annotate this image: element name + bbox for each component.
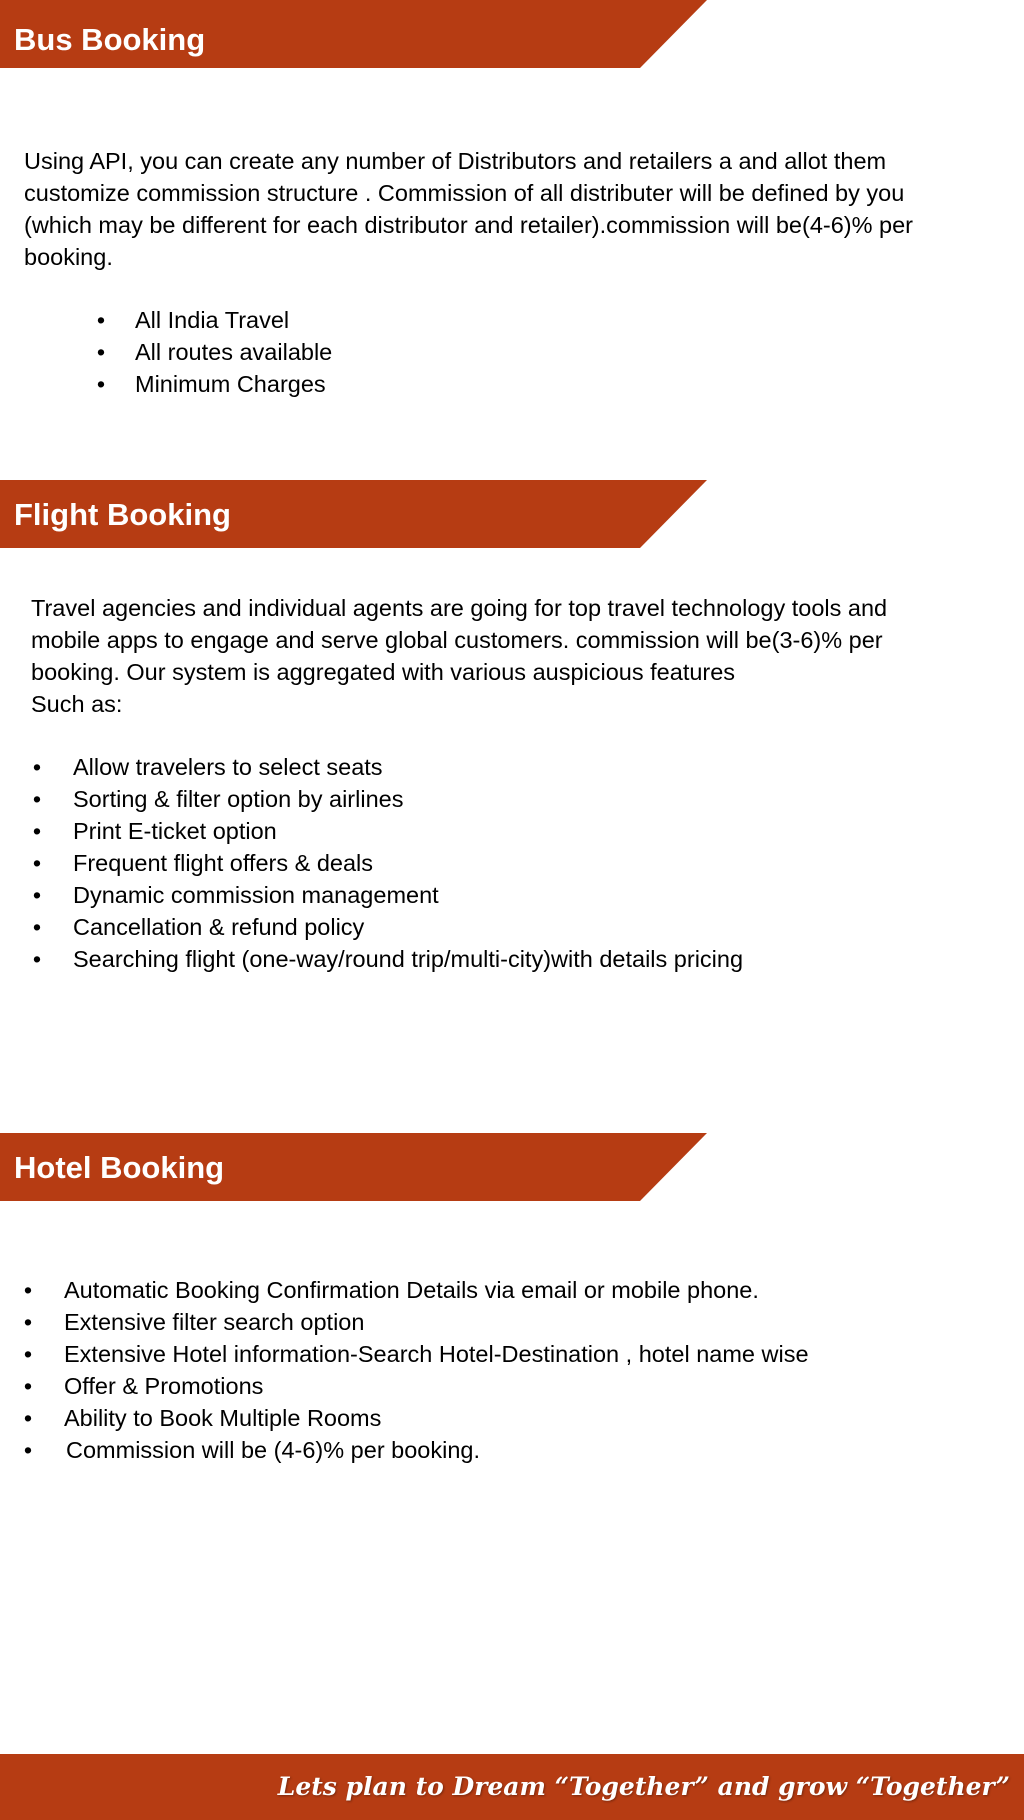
list-item [22, 1338, 809, 1370]
list-item-text: Commission will be (4-6)% per booking. [66, 1437, 481, 1463]
bus-booking-title: Bus Booking [14, 22, 206, 57]
footer-bar [0, 1754, 1024, 1820]
footer-tagline: Lets plan to Dream “Together” and grow “Together” [277, 1772, 1010, 1801]
flight-booking-title: Flight Booking [14, 497, 231, 532]
list-item [31, 911, 743, 943]
bullet-icon: • [23, 1437, 33, 1463]
list-item-text: Searching flight (one-way/round trip/multi-city)with details pricing [73, 946, 744, 972]
list-item [31, 783, 743, 815]
bullet-icon: • [96, 371, 106, 397]
list-item [22, 1306, 809, 1338]
list-item-text: Extensive Hotel information-Search Hotel-Destination , hotel name wise [64, 1341, 809, 1367]
bullet-icon: • [32, 914, 42, 940]
hotel-booking-title: Hotel Booking [14, 1150, 225, 1185]
list-item [31, 943, 743, 975]
list-item [96, 368, 332, 400]
list-item [96, 336, 333, 368]
paragraph-line: Travel agencies and individual agents are going for top travel technology tools and [31, 595, 888, 621]
list-item [31, 879, 743, 911]
bullet-icon: • [23, 1277, 33, 1303]
list-item [31, 815, 743, 847]
list-item [31, 751, 743, 783]
list-item-text: Frequent flight offers & deals [73, 850, 374, 876]
paragraph-line: Such as: [31, 691, 123, 717]
list-item [22, 1370, 809, 1402]
bullet-icon: • [23, 1405, 33, 1431]
paragraph-line: (which may be different for each distributor and retailer).commission will be(4-6)% per [24, 212, 914, 238]
paragraph-line: booking. [24, 244, 113, 270]
flight-booking-description [31, 592, 887, 720]
flight-booking-feature-list [31, 751, 743, 975]
list-item-text: All routes available [135, 339, 333, 365]
hotel-booking-feature-list [22, 1274, 809, 1466]
list-item-text: Extensive filter search option [64, 1309, 365, 1335]
bullet-icon: • [23, 1309, 33, 1335]
list-item-text: Cancellation & refund policy [73, 914, 365, 940]
list-item-text: All India Travel [135, 307, 290, 333]
list-item-text: Offer & Promotions [64, 1373, 264, 1399]
list-item-text: Minimum Charges [135, 371, 326, 397]
bullet-icon: • [23, 1373, 33, 1399]
bus-booking-feature-list [96, 304, 333, 400]
paragraph-line: booking. Our system is aggregated with various auspicious features [31, 659, 736, 685]
bullet-icon: • [23, 1341, 33, 1367]
bullet-icon: • [32, 850, 42, 876]
list-item-text: Print E-ticket option [73, 818, 277, 844]
bullet-icon: • [32, 754, 42, 780]
bullet-icon: • [32, 882, 42, 908]
bullet-icon: • [32, 946, 42, 972]
paragraph-line: Using API, you can create any number of Distributors and retailers a and allot them [24, 148, 887, 174]
bus-booking-description [24, 145, 913, 273]
bullet-icon: • [96, 339, 106, 365]
list-item [31, 847, 743, 879]
list-item [22, 1402, 809, 1434]
bullet-icon: • [32, 818, 42, 844]
list-item [96, 304, 332, 336]
paragraph-line: mobile apps to engage and serve global customers. commission will be(3-6)% per [31, 627, 883, 653]
bullet-icon: • [32, 786, 42, 812]
list-item-text: Ability to Book Multiple Rooms [64, 1405, 382, 1431]
list-item-text: Allow travelers to select seats [73, 754, 383, 780]
list-item [22, 1274, 809, 1306]
list-item-text: Dynamic commission management [73, 882, 439, 908]
list-item-text: Automatic Booking Confirmation Details via email or mobile phone. [64, 1277, 759, 1303]
list-item [22, 1434, 809, 1466]
paragraph-line: customize commission structure . Commission of all distributer will be defined by you [24, 180, 905, 206]
list-item-text: Sorting & filter option by airlines [73, 786, 404, 812]
bullet-icon: • [96, 307, 106, 333]
